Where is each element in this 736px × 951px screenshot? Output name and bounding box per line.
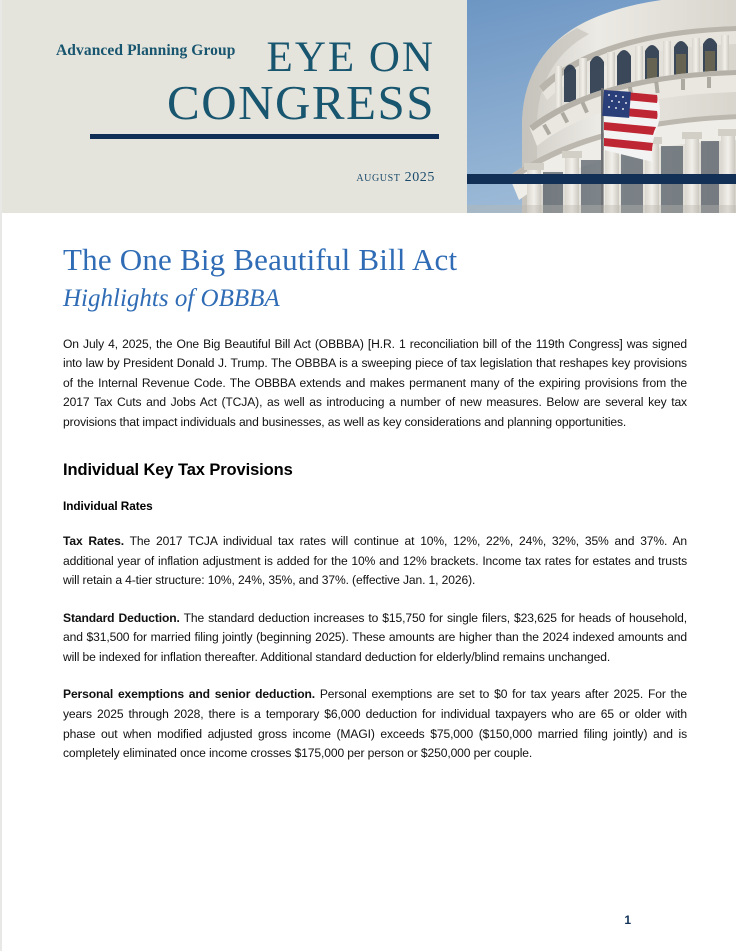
- masthead-title-line-2: CONGRESS: [167, 75, 435, 130]
- document-body: [2, 213, 736, 764]
- section-heading-individual-key-tax-provisions: Individual Key Tax Provisions: [63, 460, 293, 479]
- brand-name: Advanced Planning Group: [56, 42, 236, 59]
- provision-lead-standard-deduction: Standard Deduction.: [63, 610, 180, 625]
- provision-paragraph-tax-rates: [63, 532, 687, 591]
- provision-lead-personal-exemptions: Personal exemptions and senior deduction.: [63, 687, 316, 702]
- page-title: The One Big Beautiful Bill Act: [63, 242, 458, 277]
- provision-text-standard-deduction: The standard deduction increases to $15,750 for single filers, $23,625 for heads of household, and $31,500 for married filing jointly (beginning 2025). These amounts are higher than the 2024 indexed amounts and will be indexed for inflation thereafter. Additional standard deduction for elderly/blind remains unchanged.: [63, 610, 687, 664]
- masthead-title-line-1: EYE ON: [266, 34, 435, 81]
- provision-text-personal-exemptions: Personal exemptions are set to $0 for tax years after 2025. For the years 2025 through 2028, there is a temporary $6,000 deduction for individual taxpayers who are 65 or older with phase out when modified adjusted gross income (MAGI) exceeds $75,000 ($150,000 married filing jointly) and is completely eliminated once income crosses $175,000 per person or $250,000 per couple.: [63, 687, 687, 761]
- provision-text-tax-rates: The 2017 TCJA individual tax rates will continue at 10%, 12%, 22%, 24%, 32%, 35% and 37%. An additional year of inflation adjustment is added for the 10% and 12% brackets. Income tax rates for estates and trusts will retain a 4-tier structure: 10%, 24%, 35%, and 37%. (effective Jan. 1, 2026).: [63, 533, 688, 588]
- page-number: 1: [624, 913, 631, 927]
- masthead-accent-bar: [467, 174, 736, 184]
- masthead-divider-rule: [90, 134, 439, 139]
- capitol-dome-photo: [467, 0, 736, 213]
- provision-paragraph-standard-deduction: [63, 609, 687, 668]
- provision-lead-tax-rates: Tax Rates.: [63, 533, 125, 548]
- american-flag: [602, 90, 660, 162]
- intro-paragraph: On July 4, 2025, the One Big Beautiful Bill Act (OBBBA) [H.R. 1 reconciliation bill of the 119th Congress] was signed into law by President Donald J. Trump. The OBBBA is a sweeping piece of tax legislation that reshapes key provisions of the Internal Revenue Code. The OBBBA extends and makes permanent many of the expiring provisions from the 2017 Tax Cuts and Jobs Act (TCJA), as well as introducing a number of new measures. Below are several key tax provisions that impact individuals and businesses, as well as key considerations and planning opportunities.: [63, 336, 687, 430]
- issue-date: august 2025: [356, 170, 435, 185]
- provision-paragraph-personal-exemptions: [63, 685, 687, 763]
- sub-heading-individual-rates: Individual Rates: [63, 499, 153, 514]
- masthead: [2, 0, 736, 213]
- page-subtitle: Highlights of OBBBA: [63, 284, 280, 312]
